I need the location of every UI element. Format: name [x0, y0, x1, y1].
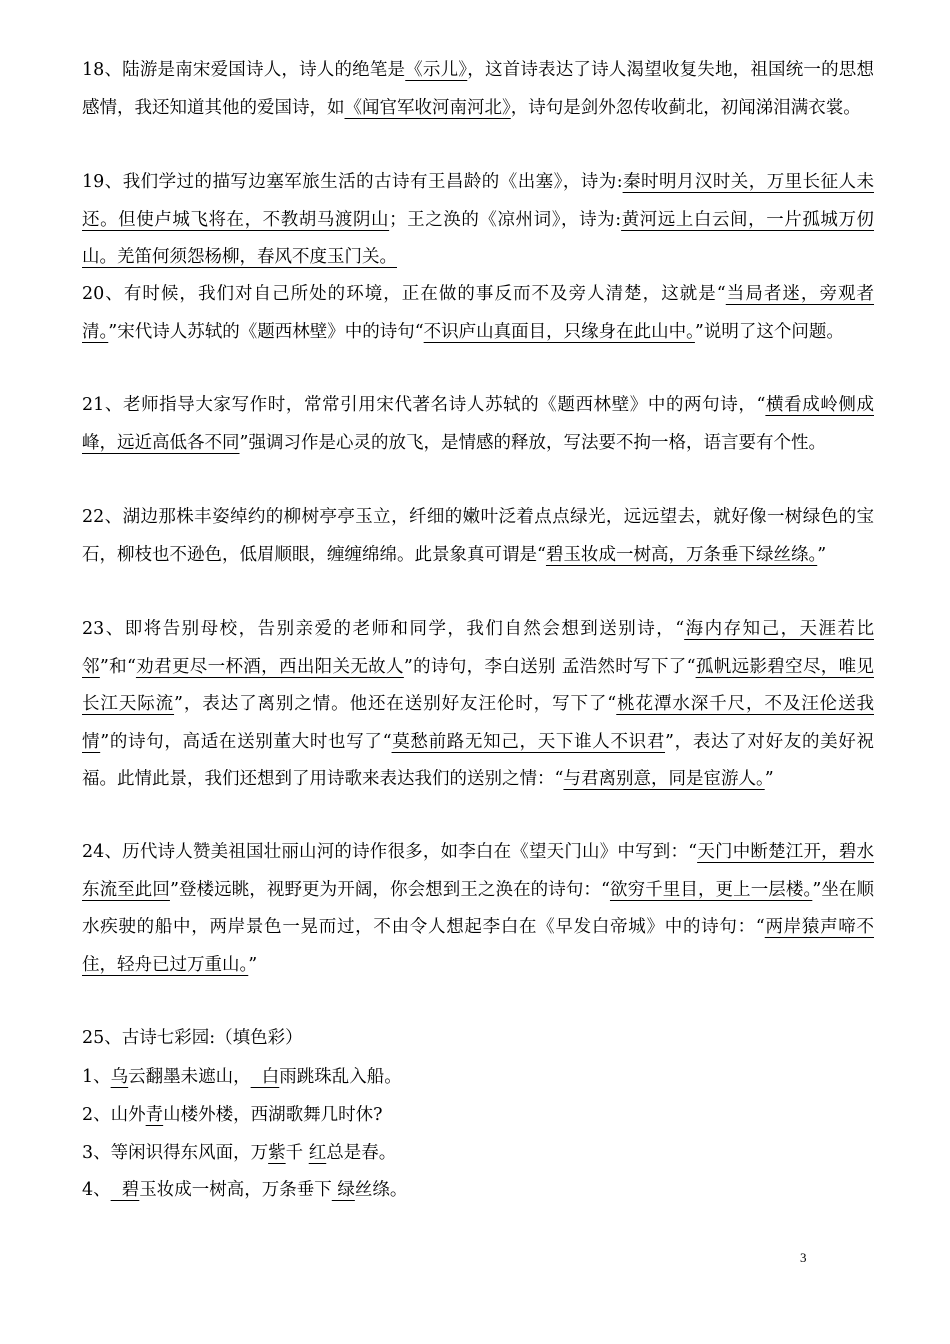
- answer-blank: 碧玉妆成一树高，万条垂下绿丝绦。: [545, 544, 818, 565]
- answer-blank: 两岸猿声啼不住，轻舟已过万重山。: [82, 917, 874, 975]
- answer-blank: 海内存知己，天涯若比邻: [82, 619, 874, 677]
- question-23: 23、即将告别母校，告别亲爱的老师和同学，我们自然会想到送别诗，“海内存知己，天涯若比邻”和“劝君更尽一杯酒，西出阳关无故人”的诗句，李白送别 孟浩然时写下了“孤帆远影碧空尽，唯见长江天际流”，表达了离别之情。他还在送别好友汪伦时，写下了“桃花潭水深千尺，不及汪伦送我情”的诗句，高适在送别董大时也写了“莫愁前路无知己，天下谁人不识君”，表达了对好友的美好祝福。此情此景，我们还想到了用诗歌来表达我们的送别之情：“与君离别意，同是宦游人。”: [82, 619, 874, 789]
- answer-blank: 黄河远上白云间，一片孤城万仞山。羌笛何须怨杨柳，春风不度玉门关。: [82, 209, 875, 267]
- answer-blank: 欲穷千里目，更上一层楼。: [609, 879, 813, 900]
- answer-blank: 横看成岭侧成峰，远近高低各不同: [82, 395, 874, 453]
- question-24: 24、历代诗人赞美祖国壮丽山河的诗作很多，如李白在《望天门山》中写到：“天门中断楚江开，碧水东流至此回”登楼远眺，视野更为开阔，你会想到王之涣在的诗句：“欲穷千里目，更上一层楼。”坐在顺水疾驶的船中，两岸景色一晃而过，不由令人想起李白在《早发白帝城》中的诗句：“两岸猿声啼不住，轻舟已过万重山。”: [82, 842, 875, 975]
- answer-blank: 红: [308, 1143, 327, 1163]
- answer-blank: 秦时明月汉时关，万里长征人未还。但使卢城飞将在，不教胡马渡阴山: [82, 172, 874, 230]
- answer-blank: 绿: [331, 1180, 355, 1200]
- answer-blank: 孤帆远影碧空尽，唯见长江天际流: [82, 656, 874, 714]
- question-19: 19、我们学过的描写边塞军旅生活的古诗有王昌龄的《出塞》，诗为:秦时明月汉时关，万里长征人未还。但使卢城飞将在，不教胡马渡阴山；王之涣的《凉州词》，诗为:黄河远上白云间，一片孤城万仞山。羌笛何须怨杨柳，春风不度玉门关。: [82, 172, 875, 267]
- answer-blank: 乌: [110, 1067, 129, 1087]
- answer-blank: 紫: [268, 1143, 286, 1163]
- answer-blank: 与君离别意，同是宦游人。: [563, 769, 765, 789]
- answer-blank: 莫愁前路无知己，天下谁人不识君: [391, 731, 666, 752]
- answer-blank: 《闻官军收河南河北》: [344, 97, 511, 118]
- question-25-line-4: 4、 碧玉妆成一树高，万条垂下 绿丝绦。: [82, 1180, 408, 1200]
- answer-blank: 当局者迷，旁观者清。: [82, 284, 875, 342]
- question-20: 20、有时候，我们对自己所处的环境，正在做的事反而不及旁人清楚，这就是“当局者迷，旁观者清。”宋代诗人苏轼的《题西林壁》中的诗句“不识庐山真面目，只缘身在此山中。”说明了这个问题。: [82, 284, 875, 342]
- page-number: 3: [800, 1250, 807, 1265]
- answer-blank: 桃花潭水深千尺，不及汪伦送我情: [82, 694, 874, 752]
- question-22: 22、湖边那株丰姿绰约的柳树亭亭玉立，纤细的嫩叶泛着点点绿光，远远望去，就好像一树绿色的宝石，柳枝也不逊色，低眉顺眼，缠缠绵绵。此景象真可谓是“碧玉妆成一树高，万条垂下绿丝绦。”: [82, 507, 874, 565]
- question-25-line-2: 2、山外青山楼外楼，西湖歌舞几时休?: [82, 1105, 383, 1125]
- answer-blank: 劝君更尽一杯酒，西出阳关无故人: [135, 656, 404, 677]
- answer-blank: 青: [145, 1105, 164, 1125]
- answer-blank: 《示儿》: [405, 60, 468, 80]
- answer-blank: 碧: [110, 1180, 140, 1200]
- answer-blank: 天门中断楚江开，碧水东流至此回: [82, 842, 875, 900]
- answer-blank: 白: [250, 1067, 280, 1087]
- question-25-line-3: 3、等闲识得东风面，万紫千 红总是春。: [82, 1143, 397, 1163]
- question-25-title: 25、古诗七彩园:（填色彩）: [82, 1028, 303, 1048]
- question-18: 18、陆游是南宋爱国诗人，诗人的绝笔是《示儿》，这首诗表达了诗人渴望收复失地，祖国统一的思想感情，我还知道其他的爱国诗，如《闻官军收河南河北》，诗句是剑外忽传收蓟北，初闻涕泪满衣裳。: [82, 60, 874, 118]
- question-25-line-1: 1、乌云翻墨未遮山， 白雨跳珠乱入船。: [82, 1067, 402, 1087]
- answer-blank: 不识庐山真面目，只缘身在此山中。: [423, 321, 695, 342]
- question-21: 21、老师指导大家写作时，常常引用宋代著名诗人苏轼的《题西林壁》中的两句诗，“横看成岭侧成峰，远近高低各不同”强调习作是心灵的放飞，是情感的释放，写法要不拘一格，语言要有个性。: [82, 395, 874, 453]
